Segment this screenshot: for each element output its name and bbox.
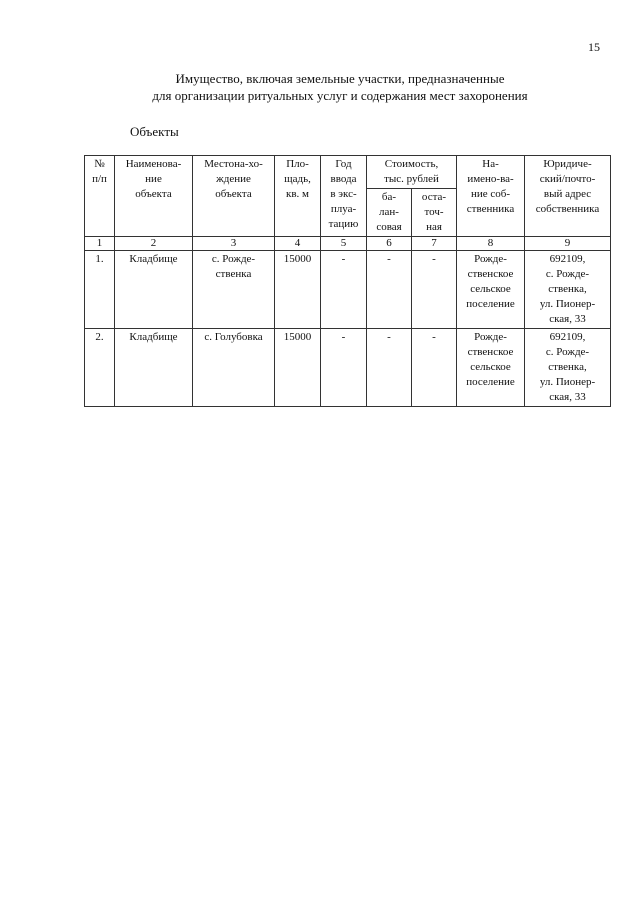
table-row: [85, 251, 611, 329]
cell-name: Кладбище: [115, 329, 193, 407]
cell-year: -: [321, 251, 367, 329]
header-name: Наименова- ние объекта: [115, 156, 193, 237]
column-number: 6: [367, 237, 412, 251]
header-location: Местона-хо- ждение объекта: [193, 156, 275, 237]
cell-name: Кладбище: [115, 251, 193, 329]
cell-address: 692109, с. Рожде- ственка, ул. Пионер- ская, 33: [525, 251, 611, 329]
table-row: [85, 329, 611, 407]
header-owner: На- имено-ва- ние соб- ственника: [457, 156, 525, 237]
cell-owner: Рожде- ственское сельское поселение: [457, 251, 525, 329]
column-number-row: [85, 237, 611, 251]
column-number: 8: [457, 237, 525, 251]
column-number: 9: [525, 237, 611, 251]
cell-residual: -: [412, 251, 457, 329]
section-label: Объекты: [130, 124, 179, 139]
title-line-2: для организации ритуальных услуг и содержания мест захоронения: [152, 88, 528, 103]
cell-area: 15000: [275, 251, 321, 329]
column-number: 4: [275, 237, 321, 251]
page-number: 15: [588, 40, 600, 54]
cell-location: с. Голубовка: [193, 329, 275, 407]
header-cost-balance: ба- лан- совая: [367, 189, 412, 237]
header-area: Пло- щадь, кв. м: [275, 156, 321, 237]
cell-area: 15000: [275, 329, 321, 407]
property-table: [84, 155, 611, 407]
cell-year: -: [321, 329, 367, 407]
header-cost: Стоимость, тыс. рублей: [367, 156, 457, 189]
header-row: [85, 156, 611, 189]
column-number: 5: [321, 237, 367, 251]
cell-residual: -: [412, 329, 457, 407]
cell-address: 692109, с. Рожде- ственка, ул. Пионер- ская, 33: [525, 329, 611, 407]
column-number: 7: [412, 237, 457, 251]
title-line-1: Имущество, включая земельные участки, предназначенные: [175, 71, 505, 86]
cell-num: 1.: [85, 251, 115, 329]
header-num: № п/п: [85, 156, 115, 237]
cell-location: с. Рожде- ственка: [193, 251, 275, 329]
cell-balance: -: [367, 329, 412, 407]
column-number: 2: [115, 237, 193, 251]
column-number: 1: [85, 237, 115, 251]
header-year: Год ввода в экс- плуа- тацию: [321, 156, 367, 237]
cell-num: 2.: [85, 329, 115, 407]
header-cost-residual: оста- точ- ная: [412, 189, 457, 237]
cell-balance: -: [367, 251, 412, 329]
document-title: [60, 70, 620, 104]
header-address: Юридиче- ский/почто- вый адрес собственника: [525, 156, 611, 237]
cell-owner: Рожде- ственское сельское поселение: [457, 329, 525, 407]
column-number: 3: [193, 237, 275, 251]
